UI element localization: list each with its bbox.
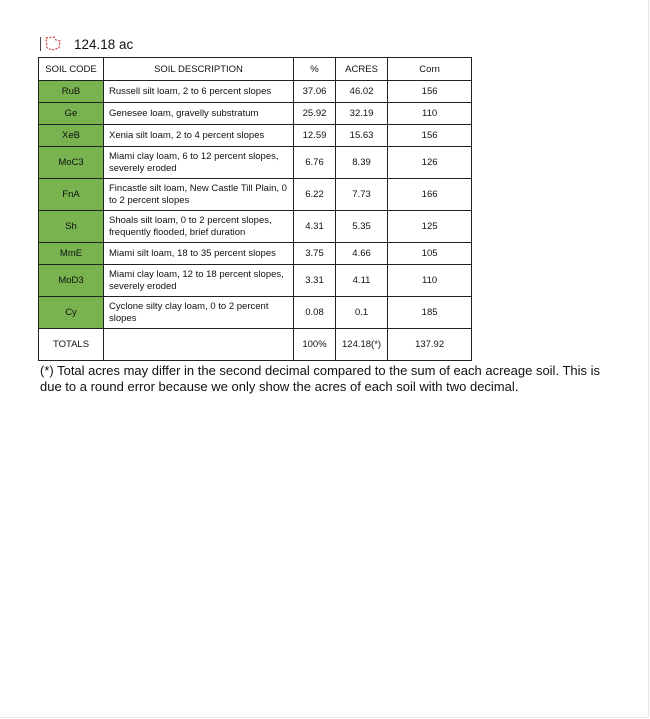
soil-code-cell: Sh — [39, 211, 104, 243]
table-row — [39, 265, 472, 297]
table-row — [39, 211, 472, 243]
soil-description-cell: Fincastle silt loam, New Castle Till Plain, 0 to 2 percent slopes — [104, 179, 294, 211]
totals-acres-cell: 124.18(*) — [336, 329, 388, 361]
column-header-soil-description: SOIL DESCRIPTION — [104, 58, 294, 81]
soil-description-cell: Cyclone silty clay loam, 0 to 2 percent slopes — [104, 297, 294, 329]
soil-code-cell: Cy — [39, 297, 104, 329]
header-divider — [40, 37, 41, 51]
table-row — [39, 81, 472, 103]
corn-cell: 125 — [388, 211, 472, 243]
percent-cell: 0.08 — [294, 297, 336, 329]
acres-cell: 8.39 — [336, 147, 388, 179]
corn-cell: 126 — [388, 147, 472, 179]
soil-code-cell: XeB — [39, 125, 104, 147]
rounding-footnote: (*) Total acres may differ in the second decimal compared to the sum of each acreage soil. This is due to a round error because we only show the acres of each soil with two decimal. — [40, 363, 600, 394]
totals-percent-cell: 100% — [294, 329, 336, 361]
percent-cell: 37.06 — [294, 81, 336, 103]
soil-table — [38, 57, 472, 361]
column-header-corn: Corn — [388, 58, 472, 81]
acres-cell: 32.19 — [336, 103, 388, 125]
soil-code-cell: MoC3 — [39, 147, 104, 179]
corn-cell: 110 — [388, 265, 472, 297]
percent-cell: 3.75 — [294, 243, 336, 265]
soil-code-cell: MoD3 — [39, 265, 104, 297]
column-header-soil-code: SOIL CODE — [39, 58, 104, 81]
acres-cell: 4.11 — [336, 265, 388, 297]
soil-code-cell: FnA — [39, 179, 104, 211]
column-header-percent: % — [294, 58, 336, 81]
table-row — [39, 243, 472, 265]
table-row — [39, 297, 472, 329]
corn-cell: 105 — [388, 243, 472, 265]
totals-row — [39, 329, 472, 361]
acres-cell: 0.1 — [336, 297, 388, 329]
percent-cell: 6.22 — [294, 179, 336, 211]
totals-corn-cell: 137.92 — [388, 329, 472, 361]
acres-cell: 46.02 — [336, 81, 388, 103]
corn-cell: 166 — [388, 179, 472, 211]
percent-cell: 12.59 — [294, 125, 336, 147]
percent-cell: 25.92 — [294, 103, 336, 125]
soil-description-cell: Russell silt loam, 2 to 6 percent slopes — [104, 81, 294, 103]
soil-code-cell: RuB — [39, 81, 104, 103]
corn-cell: 110 — [388, 103, 472, 125]
soil-code-cell: Ge — [39, 103, 104, 125]
corn-cell: 156 — [388, 81, 472, 103]
parcel-outline-icon — [44, 36, 62, 52]
table-row — [39, 125, 472, 147]
acres-cell: 4.66 — [336, 243, 388, 265]
soil-description-cell: Xenia silt loam, 2 to 4 percent slopes — [104, 125, 294, 147]
percent-cell: 4.31 — [294, 211, 336, 243]
corn-cell: 156 — [388, 125, 472, 147]
table-header-row — [39, 58, 472, 81]
percent-cell: 3.31 — [294, 265, 336, 297]
soil-description-cell: Genesee loam, gravelly substratum — [104, 103, 294, 125]
table-row — [39, 147, 472, 179]
soil-description-cell: Miami clay loam, 12 to 18 percent slopes, severely eroded — [104, 265, 294, 297]
table-row — [39, 179, 472, 211]
table-row — [39, 103, 472, 125]
corn-cell: 185 — [388, 297, 472, 329]
acres-cell: 7.73 — [336, 179, 388, 211]
area-header — [40, 34, 133, 54]
total-area-label: 124.18 ac — [74, 36, 134, 52]
totals-description-cell — [104, 329, 294, 361]
percent-cell: 6.76 — [294, 147, 336, 179]
column-header-acres: ACRES — [336, 58, 388, 81]
acres-cell: 5.35 — [336, 211, 388, 243]
soil-description-cell: Miami silt loam, 18 to 35 percent slopes — [104, 243, 294, 265]
acres-cell: 15.63 — [336, 125, 388, 147]
soil-code-cell: MmE — [39, 243, 104, 265]
totals-label-cell: TOTALS — [39, 329, 104, 361]
soil-description-cell: Miami clay loam, 6 to 12 percent slopes, severely eroded — [104, 147, 294, 179]
soil-description-cell: Shoals silt loam, 0 to 2 percent slopes, frequently flooded, brief duration — [104, 211, 294, 243]
